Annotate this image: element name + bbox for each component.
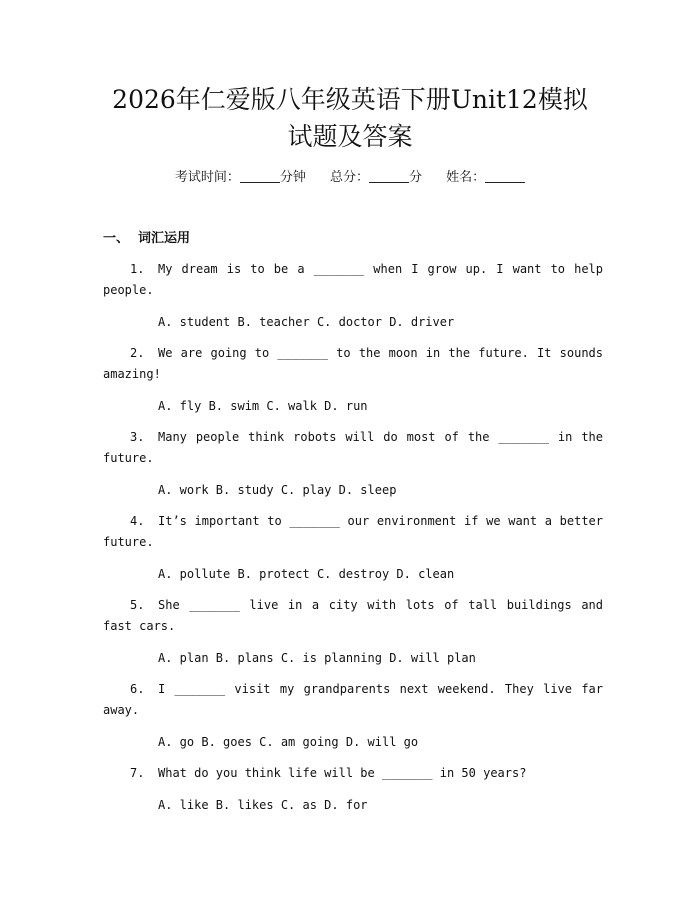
exam-time-label: 考试时间： — [174, 170, 240, 185]
question-stem — [103, 595, 603, 637]
exam-score-label: 总分： — [329, 170, 369, 185]
question-text: I _______ visit my grandparents next weekend. They live far away. — [103, 682, 603, 717]
section-heading — [103, 229, 190, 249]
exam-name-label: 姓名： — [446, 170, 486, 185]
title-line-2: 试题及答案 — [287, 122, 413, 151]
question-item — [103, 679, 603, 753]
exam-score-blank — [369, 168, 409, 183]
document-title — [60, 81, 640, 155]
question-number: 5. — [130, 598, 145, 612]
question-item — [103, 595, 603, 669]
question-stem — [103, 343, 603, 385]
question-number: 7. — [130, 766, 145, 780]
section-number: 一、 — [103, 231, 130, 246]
question-item — [103, 343, 603, 417]
question-number: 1. — [130, 262, 145, 276]
question-item — [103, 427, 603, 501]
question-number: 6. — [130, 682, 145, 696]
question-number: 3. — [130, 430, 145, 444]
question-text: Many people think robots will do most of the _______ in the future. — [103, 430, 603, 465]
question-options: A. plan B. plans C. is planning D. will plan — [158, 651, 476, 665]
question-item — [103, 511, 603, 585]
question-stem — [103, 511, 603, 553]
question-text: What do you think life will be _______ in 50 years? — [158, 766, 527, 780]
question-stem — [103, 679, 603, 721]
question-options: A. work B. study C. play D. sleep — [158, 483, 397, 497]
question-options: A. go B. goes C. am going D. will go — [158, 735, 419, 749]
exam-name-blank — [485, 168, 525, 183]
question-item — [103, 763, 603, 816]
exam-name — [446, 168, 525, 188]
question-stem — [103, 763, 603, 784]
question-text: It’s important to _______ our environment if we want a better future. — [103, 514, 603, 549]
exam-time — [175, 168, 306, 188]
section-title: 词汇运用 — [138, 231, 191, 246]
question-stem — [103, 427, 603, 469]
question-stem — [103, 259, 603, 301]
exam-time-unit: 分钟 — [279, 170, 306, 185]
question-text: She _______ live in a city with lots of tall buildings and fast cars. — [103, 598, 603, 633]
question-number: 4. — [130, 514, 145, 528]
exam-info — [0, 168, 700, 188]
question-options: A. pollute B. protect C. destroy D. clean — [158, 567, 455, 581]
question-options: A. fly B. swim C. walk D. run — [158, 399, 368, 413]
exam-time-blank — [240, 168, 280, 183]
question-options: A. student B. teacher C. doctor D. driver — [158, 315, 455, 329]
question-item — [103, 259, 603, 333]
question-number: 2. — [130, 346, 145, 360]
title-line-1: 2026年仁爱版八年级英语下册Unit12模拟 — [112, 85, 588, 114]
exam-score-unit: 分 — [409, 170, 423, 185]
exam-score — [330, 168, 422, 188]
question-options: A. like B. likes C. as D. for — [158, 798, 368, 812]
question-text: My dream is to be a _______ when I grow up. I want to help people. — [103, 262, 603, 297]
question-list — [103, 259, 603, 826]
question-text: We are going to _______ to the moon in the future. It sounds amazing! — [103, 346, 603, 381]
